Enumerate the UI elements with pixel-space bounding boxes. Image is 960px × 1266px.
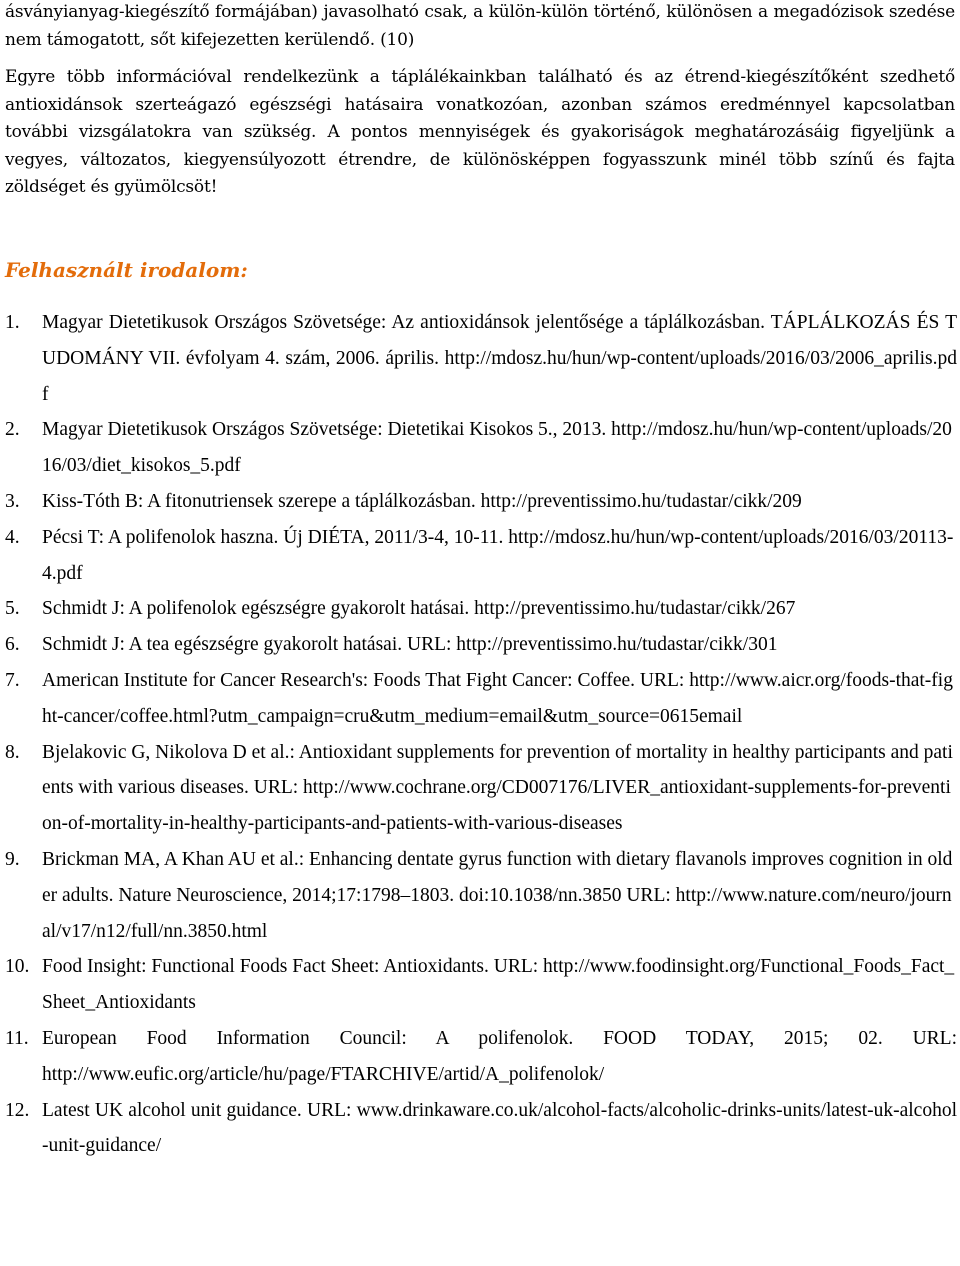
reference-number: 12. — [5, 1099, 30, 1121]
reference-text: American Institute for Cancer Research's: Foods That Fight Cancer: Coffee. URL: http://www.aicr.org/foods-that-fight-cancer/coffee.html?utm_campaign=cru&utm_medium=email&utm_source=0615email — [42, 669, 953, 727]
reference-item — [5, 627, 957, 663]
reference-number: 7. — [5, 669, 20, 691]
reference-text: Kiss-Tóth B: A fitonutriensek szerepe a táplálkozásban. http://preventissimo.hu/tudastar/cikk/209 — [42, 490, 802, 512]
reference-text: Pécsi T: A polifenolok haszna. Új DIÉTA, 2011/3-4, 10-11. http://mdosz.hu/hun/wp-content/uploads/2016/03/20113-4.pdf — [42, 526, 954, 584]
references-heading: Felhasznált irodalom: — [5, 258, 248, 282]
paragraph-continuation: ásványianyag-kiegészítő formájában) javasolható csak, a külön-külön történő, különösen a megadózisok szedése nem támogatott, sőt kifejezetten kerülendő. (10) — [5, 2, 955, 50]
reference-number: 2. — [5, 419, 20, 441]
reference-item — [5, 1021, 957, 1093]
reference-item — [5, 1093, 957, 1165]
reference-item — [5, 305, 957, 412]
reference-number: 3. — [5, 490, 20, 512]
reference-text: Magyar Dietetikusok Országos Szövetsége: Az antioxidánsok jelentősége a táplálkozásban. TÁPLÁLKOZÁS ÉS TUDOMÁNY VII. évfolyam 4. szám, 2006. április. http://mdosz.hu/hun/wp-content/uploads/2016/03/2006_aprilis.pdf — [42, 312, 957, 405]
reference-number: 4. — [5, 526, 20, 548]
reference-item — [5, 591, 957, 627]
reference-text: Bjelakovic G, Nikolova D et al.: Antioxidant supplements for prevention of mortality in healthy participants and patients with various diseases. URL: http://www.cochrane.org/CD007176/LIVER_antioxidant-supplements-for-prevention-of-mortality-in-healthy-participants-and-patients-with-various-diseases — [42, 741, 953, 835]
reference-number: 5. — [5, 598, 20, 620]
reference-text: Schmidt J: A tea egészségre gyakorolt hatásai. URL: http://preventissimo.hu/tudastar/cikk/301 — [42, 634, 778, 656]
reference-item — [5, 484, 957, 520]
reference-number: 10. — [5, 956, 30, 978]
reference-number: 6. — [5, 634, 20, 656]
reference-text: Schmidt J: A polifenolok egészségre gyakorolt hatásai. http://preventissimo.hu/tudastar/cikk/267 — [42, 598, 796, 620]
reference-number: 1. — [5, 312, 20, 333]
reference-text: Latest UK alcohol unit guidance. URL: www.drinkaware.co.uk/alcohol-facts/alcoholic-drinks-units/latest-uk-alcohol-unit-guidance/ — [42, 1099, 957, 1157]
paragraph-conclusion: Egyre több információval rendelkezünk a táplálékainkban található és az étrend-kiegészítőként szedhető antioxidánsok szerteágazó egészségi hatásaira vonatkozóan, azonban számos eredménnyel kapcsolatban további vizsgálatokra van szükség. A pontos mennyiségek és gyakoriságok meghatározásáig figyeljünk a vegyes, változatos, kiegyensúlyozott étrendre, de különösképpen fogyasszunk minél több színű és fajta zöldséget és gyümölcsöt! — [5, 67, 955, 197]
reference-number: 11. — [5, 1027, 29, 1049]
reference-item — [5, 412, 957, 484]
reference-text: European Food Information Council: A polifenolok. FOOD TODAY, 2015; 02. URL: http://www.eufic.org/article/hu/page/FTARCHIVE/artid/A_polifenolok/ — [42, 1027, 957, 1085]
reference-item — [5, 663, 957, 735]
reference-number: 8. — [5, 741, 20, 763]
reference-text: Brickman MA, A Khan AU et al.: Enhancing dentate gyrus function with dietary flavanols improves cognition in older adults. Nature Neuroscience, 2014;17:1798–1803. doi:10.1038/nn.3850 URL: http://www.nature.com/neuro/journal/v17/n12/full/nn.3850.html — [42, 848, 953, 942]
reference-item — [5, 949, 957, 1021]
reference-item — [5, 520, 957, 592]
reference-text: Magyar Dietetikusok Országos Szövetsége: Dietetikai Kisokos 5., 2013. http://mdosz.hu/hun/wp-content/uploads/2016/03/diet_kisokos_5.pdf — [42, 419, 952, 477]
reference-text: Food Insight: Functional Foods Fact Sheet: Antioxidants. URL: http://www.foodinsight.org/Functional_Foods_Fact_Sheet_Antioxidants — [42, 956, 955, 1014]
reference-number: 9. — [5, 848, 20, 870]
references-list — [5, 305, 957, 1164]
reference-item — [5, 735, 957, 842]
reference-item — [5, 842, 957, 949]
